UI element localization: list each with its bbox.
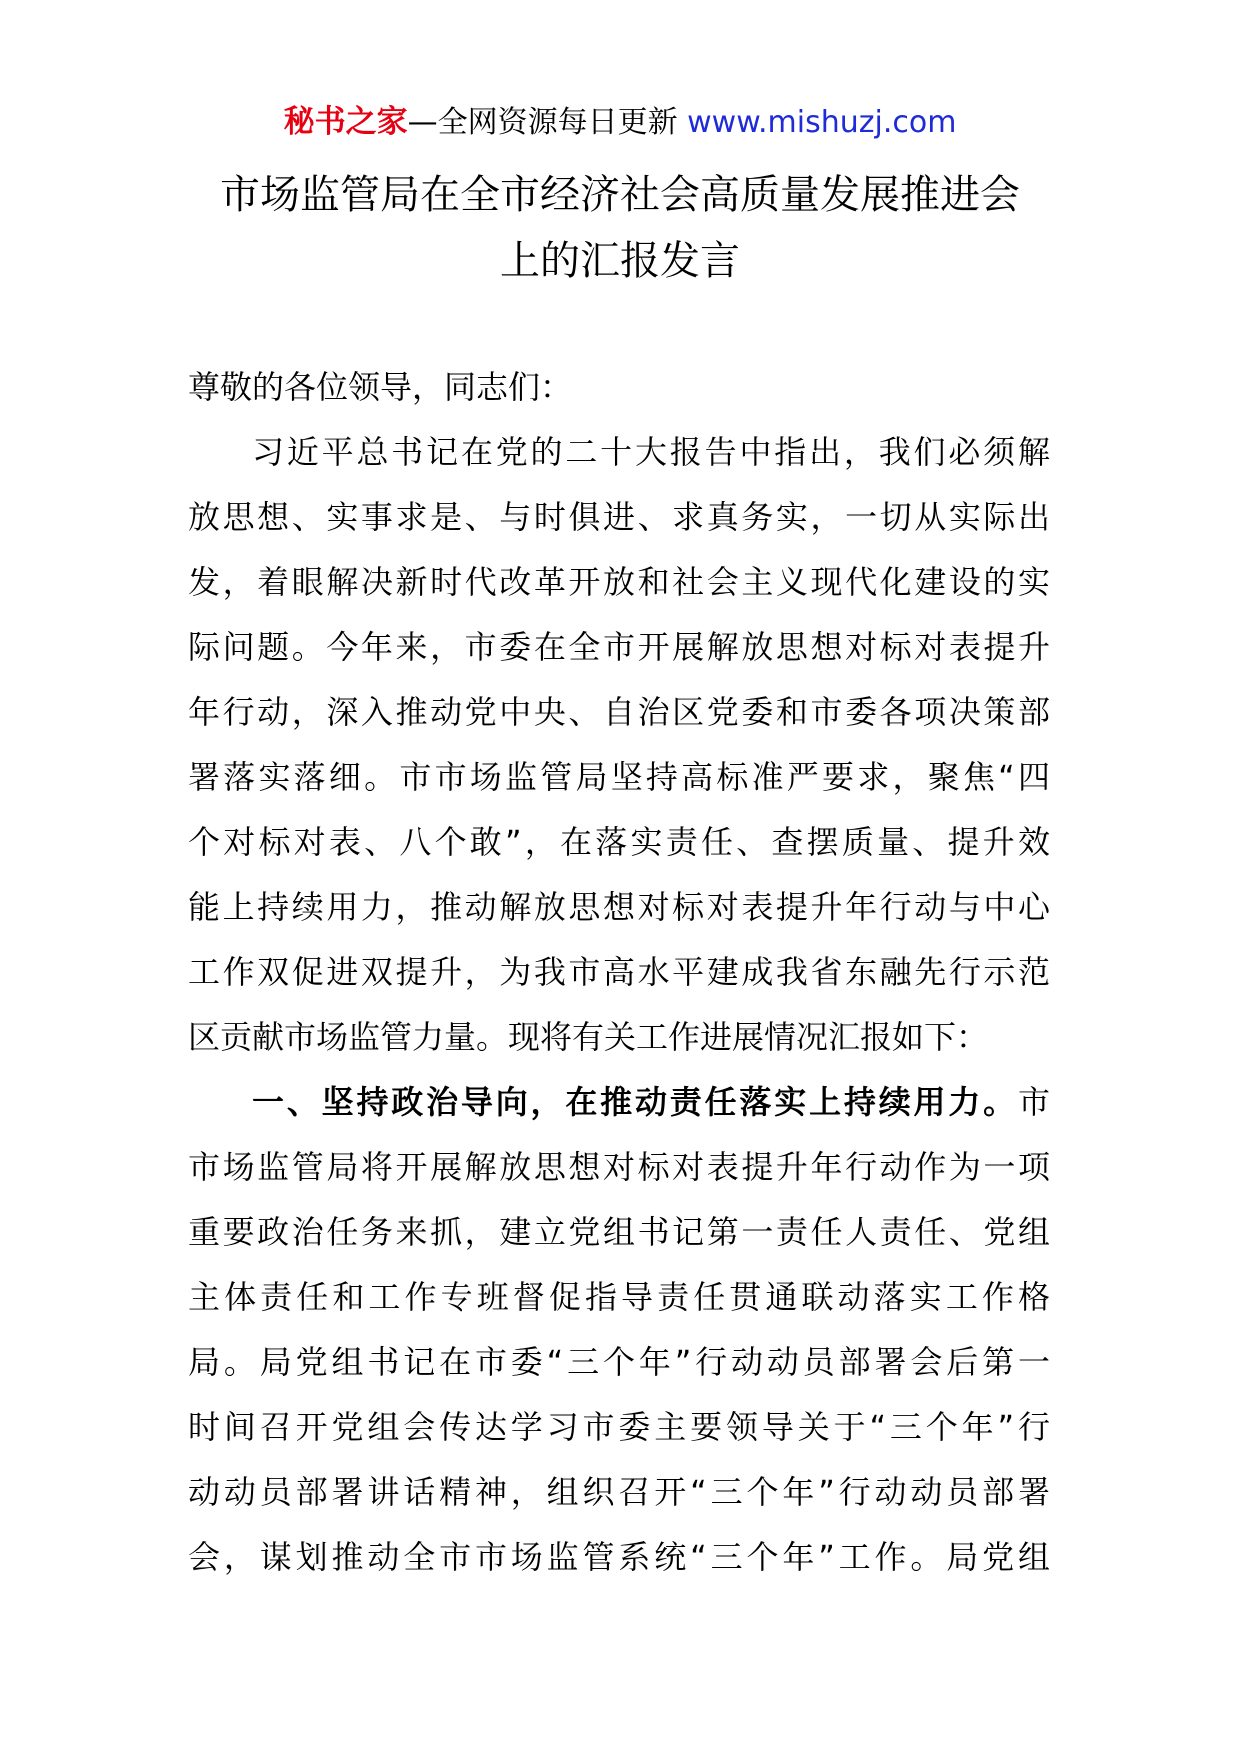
paragraph-1-line: 际问题。今年来，市委在全市开展解放思想对标对表提升 bbox=[188, 628, 1050, 666]
document-body bbox=[188, 355, 1050, 1590]
paragraph-2-line: 动动员部署讲话精神，组织召开“三个年”行动动员部署 bbox=[188, 1473, 1050, 1511]
site-watermark-header bbox=[0, 100, 1240, 145]
paragraph-1-line: 个对标对表、八个敢”，在落实责任、查摆质量、提升效 bbox=[188, 823, 1050, 861]
paragraph-1-line: 能上持续用力，推动解放思想对标对表提升年行动与中心 bbox=[188, 888, 1050, 926]
brand-name: 秘书之家 bbox=[283, 104, 408, 140]
title-line-1: 市场监管局在全市经济社会高质量发展推进会 bbox=[220, 172, 1020, 218]
paragraph-2-line: 市场监管局将开展解放思想对标对表提升年行动作为一项 bbox=[188, 1148, 1050, 1186]
paragraph-1-line: 年行动，深入推动党中央、自治区党委和市委各项决策部 bbox=[188, 693, 1050, 731]
paragraph-2-line: 会，谋划推动全市市场监管系统“三个年”工作。局党组 bbox=[188, 1538, 1050, 1576]
brand-tagline: —全网资源每日更新 bbox=[407, 105, 688, 140]
document-title bbox=[150, 162, 1090, 294]
paragraph-1-line: 习近平总书记在党的二十大报告中指出，我们必须解 bbox=[252, 433, 1050, 471]
salutation: 尊敬的各位领导，同志们： bbox=[188, 368, 573, 406]
paragraph-2-line: 时间召开党组会传达学习市委主要领导关于“三个年”行 bbox=[188, 1408, 1050, 1446]
section-heading-1: 一、坚持政治导向，在推动责任落实上持续用力。 bbox=[252, 1083, 1018, 1121]
paragraph-1-line: 工作双促进双提升，为我市高水平建成我省东融先行示范 bbox=[188, 953, 1050, 991]
paragraph-2-line: 局。局党组书记在市委“三个年”行动动员部署会后第一 bbox=[188, 1343, 1050, 1381]
paragraph-1-line: 区贡献市场监管力量。现将有关工作进展情况汇报如下： bbox=[188, 1018, 989, 1056]
paragraph-1-line: 放思想、实事求是、与时俱进、求真务实，一切从实际出 bbox=[188, 498, 1050, 536]
paragraph-1-line: 发，着眼解决新时代改革开放和社会主义现代化建设的实 bbox=[188, 563, 1050, 601]
brand-url[interactable]: www.mishuzj.com bbox=[687, 105, 957, 140]
paragraph-2-first-rest: 市 bbox=[1017, 1083, 1050, 1121]
paragraph-2-first-line bbox=[188, 1070, 1050, 1135]
paragraph-2-line: 重要政治任务来抓，建立党组书记第一责任人责任、党组 bbox=[188, 1213, 1050, 1251]
title-line-2: 上的汇报发言 bbox=[500, 238, 740, 284]
paragraph-2-line: 主体责任和工作专班督促指导责任贯通联动落实工作格 bbox=[188, 1278, 1050, 1316]
paragraph-1-line: 署落实落细。市市场监管局坚持高标准严要求，聚焦“四 bbox=[188, 758, 1050, 796]
